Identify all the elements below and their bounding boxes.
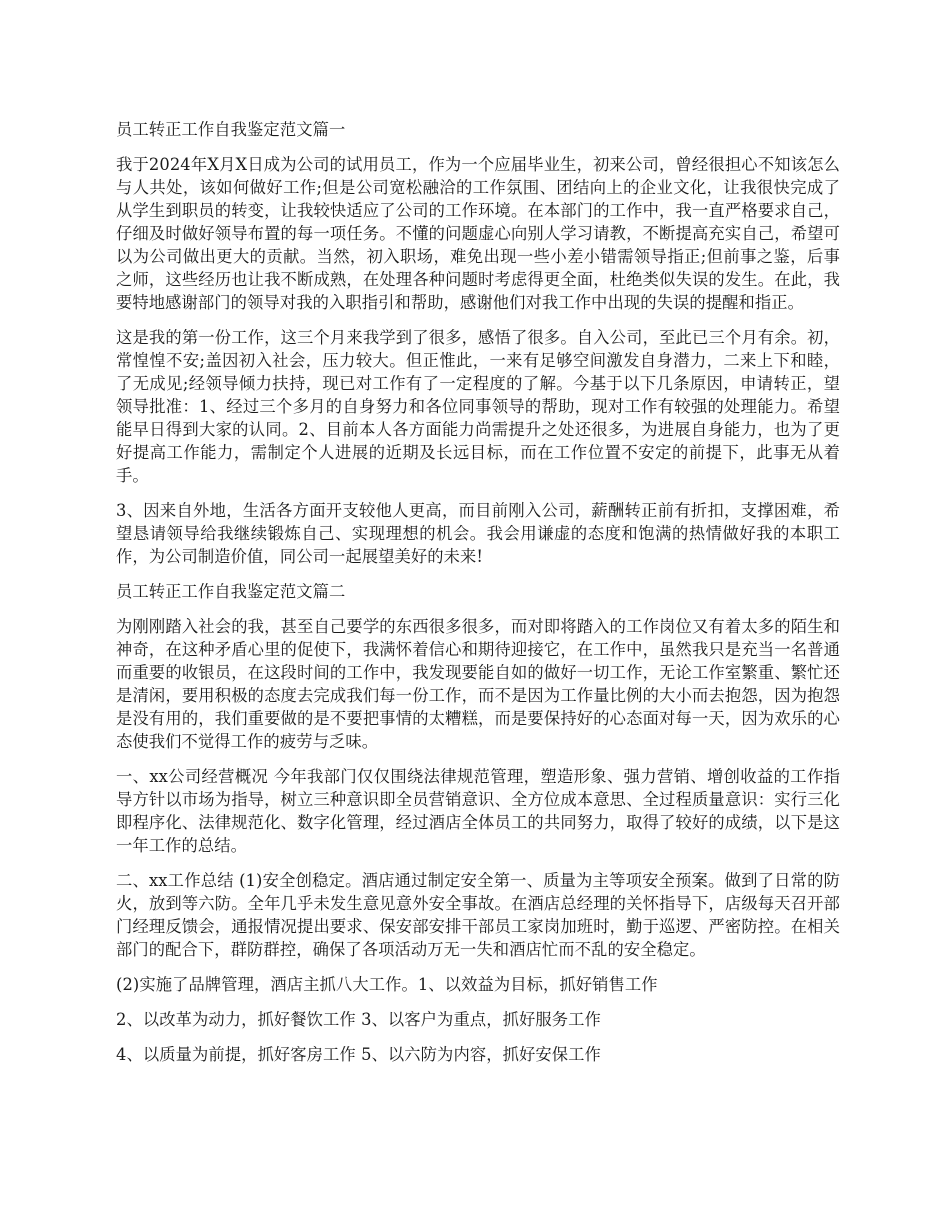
- paragraph-2: 这是我的第一份工作，这三个月来我学到了很多，感悟了很多。自入公司，至此已三个月有余。初，常惶惶不安;盖因初入社会，压力较大。但正惟此，一来有足够空间激发自身潜力，二来上下和睦，了无成见;经领导倾力扶持，现已对工作有了一定程度的了解。今基于以下几条原因，申请转正，望领导批准：1、经过三个多月的自身努力和各位同事领导的帮助，现对工作有较强的处理能力。希望能早日得到大家的认同。2、目前本人各方面能力尚需提升之处还很多，为进展自身能力，也为了更好提高工作能力，需制定个人进展的近期及长远目标，而在工作位置不安定的前提下，此事无从着手。: [116, 328, 840, 485]
- section-heading-2: 员工转正工作自我鉴定范文篇二: [116, 582, 346, 601]
- paragraph-9: 4、以质量为前提，抓好客房工作 5、以六防为内容，抓好安保工作: [116, 1045, 601, 1064]
- paragraph-5: 一、xx公司经营概况 今年我部门仅仅围绕法律规范管理，塑造形象、强力营销、增创收益的工作指导方针以市场为指导，树立三种意识即全员营销意识、全方位成本意思、全过程质量意识：实行三化即程序化、法律规范化、数字化管理，经过酒店全体员工的共同努力，取得了较好的成绩，以下是这一年工作的总结。: [116, 767, 840, 855]
- section-heading-1: 员工转正工作自我鉴定范文篇一: [116, 120, 346, 139]
- paragraph-4: 为刚刚踏入社会的我，甚至自己要学的东西很多很多，而对即将踏入的工作岗位又有着太多的陌生和神奇，在这种矛盾心里的促使下，我满怀着信心和期待迎接它，在工作中，虽然我只是充当一名普通而重要的收银员，在这段时间的工作中，我发现要能自如的做好一切工作，无论工作室繁重、繁忙还是清闲，要用积极的态度去完成我们每一份工作，而不是因为工作量比例的大小而去抱怨，因为抱怨是没有用的，我们重要做的是不要把事情的太糟糕，而是要保持好的心态面对每一天，因为欢乐的心态使我们不觉得工作的疲劳与乏味。: [116, 617, 840, 751]
- paragraph-6: 二、xx工作总结 (1)安全创稳定。酒店通过制定安全第一、质量为主等项安全预案。做到了日常的防火，放到等六防。全年几乎未发生意见意外安全事故。在酒店总经理的关怀指导下，店级每天召开部门经理反馈会，通报情况提出要求、保安部安排干部员工家岗加班时，勤于巡逻、严密防控。在相关部门的配合下，群防群控，确保了各项活动万无一失和酒店忙而不乱的安全稳定。: [116, 871, 840, 959]
- paragraph-3: 3、因来自外地，生活各方面开支较他人更高，而目前刚入公司，薪酬转正前有折扣，支撑困难，希望恳请领导给我继续锻炼自己、实现理想的机会。我会用谦虚的态度和饱满的热情做好我的本职工作，为公司制造价值，同公司一起展望美好的未来!: [116, 501, 840, 566]
- document-page: [116, 118, 840, 1078]
- paragraph-7: (2)实施了品牌管理，酒店主抓八大工作。1、以效益为目标，抓好销售工作: [116, 975, 658, 994]
- paragraph-1: 我于2024年X月X日成为公司的试用员工，作为一个应届毕业生，初来公司，曾经很担心不知该怎么与人共处，该如何做好工作;但是公司宽松融洽的工作氛围、团结向上的企业文化，让我很快完成了从学生到职员的转变，让我较快适应了公司的工作环境。在本部门的工作中，我一直严格要求自己，仔细及时做好领导布置的每一项任务。不懂的问题虚心向别人学习请教，不断提高充实自己，希望可以为公司做出更大的贡献。当然，初入职场，难免出现一些小差小错需领导指正;但前事之鉴，后事之师，这些经历也让我不断成熟，在处理各种问题时考虑得更全面，杜绝类似失误的发生。在此，我要特地感谢部门的领导对我的入职指引和帮助，感谢他们对我工作中出现的失误的提醒和指正。: [116, 155, 840, 312]
- paragraph-8: 2、以改革为动力，抓好餐饮工作 3、以客户为重点，抓好服务工作: [116, 1010, 601, 1029]
